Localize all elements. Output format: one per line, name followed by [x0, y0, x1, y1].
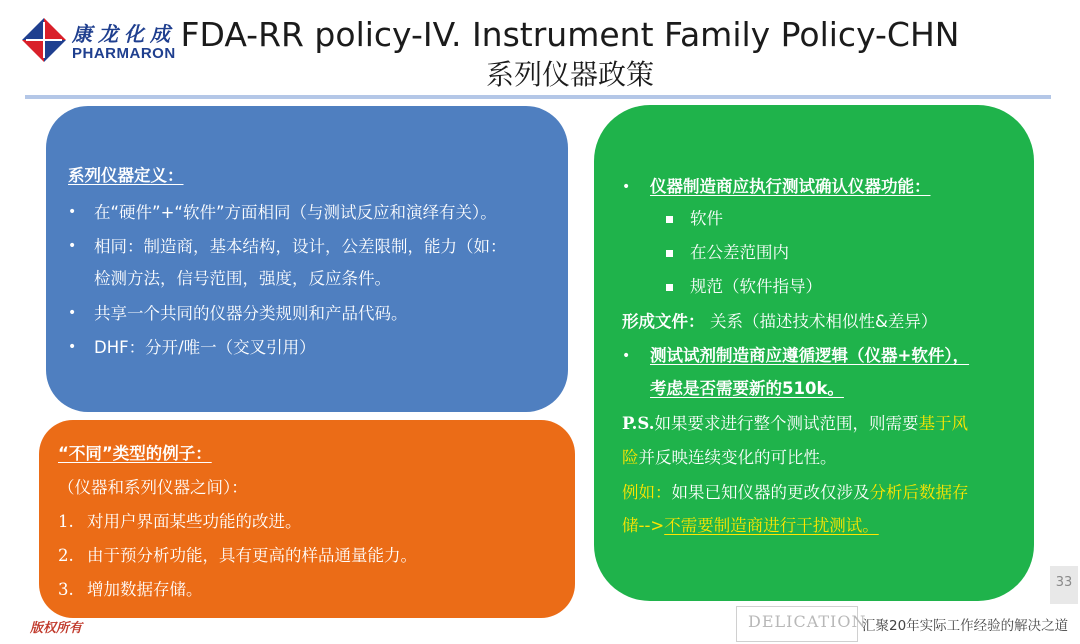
- slide-title: FDA-RR policy-IV. Instrument Family Policy-CHN: [180, 15, 960, 54]
- bullet-dot: •: [68, 305, 77, 321]
- definition-bullet-2: 相同：制造商，基本结构，设计，公差限制，能力（如：: [94, 237, 507, 256]
- documentation-text: 关系（描述技术相似性&差异）: [710, 312, 938, 331]
- bullet-dot: •: [68, 339, 77, 355]
- example-item-1: 对用户界面某些功能的改进。: [87, 512, 302, 531]
- logo-english-name: PHARMARON: [72, 45, 176, 62]
- square-bullet-icon: [666, 284, 673, 291]
- square-bullet-icon: [666, 250, 673, 257]
- definition-bullet-3: 共享一个共同的仪器分类规则和产品代码。: [94, 304, 408, 323]
- definition-panel: [46, 106, 568, 412]
- example-line-2: [622, 514, 879, 538]
- bullet-dot: •: [622, 179, 631, 195]
- company-logo: [22, 14, 176, 66]
- bullet-dot: •: [68, 204, 77, 220]
- example-number: 1.: [58, 512, 74, 531]
- logic-line-2: 考虑是否需要新的510k。: [650, 379, 844, 398]
- example-label: 例如：: [622, 483, 672, 502]
- ps-line-1: [622, 412, 968, 436]
- requirement-sub-2: 在公差范围内: [690, 243, 789, 262]
- examples-panel: [39, 420, 575, 618]
- logo-chinese-name: 康龙化成: [72, 22, 176, 46]
- definition-bullet-4: DHF：分开/唯一（交叉引用）: [94, 338, 316, 357]
- footer-logo-text: DELICATION: [748, 612, 867, 631]
- footer-slogan: 汇聚20年实际工作经验的解决之道: [862, 618, 1069, 634]
- ps-text-2: 并反映连续变化的可比性。: [638, 448, 837, 467]
- square-bullet-icon: [666, 216, 673, 223]
- pharmaron-logo-icon: [22, 18, 66, 62]
- examples-heading: “不同”类型的例子：: [58, 444, 212, 463]
- example-item-3: 增加数据存储。: [87, 580, 203, 599]
- documentation-label: 形成文件：: [622, 312, 705, 331]
- requirements-panel: [594, 105, 1034, 601]
- logic-line-1: 测试试剂制造商应遵循逻辑（仪器+软件），: [650, 346, 970, 365]
- example-line-1: [622, 481, 969, 505]
- definition-bullet-1: 在“硬件”+“软件”方面相同（与测试反应和演绎有关）。: [94, 203, 497, 222]
- example-number: 3.: [58, 580, 74, 599]
- example-line-2-text: 不需要制造商进行干扰测试。: [664, 516, 879, 535]
- requirement-sub-3: 规范（软件指导）: [690, 277, 822, 296]
- examples-subheading: （仪器和系列仪器之间）：: [58, 478, 248, 497]
- slide-subtitle: 系列仪器政策: [485, 58, 654, 91]
- example-line-2-highlight: 储-->: [622, 516, 665, 535]
- ps-text-1: 如果要求进行整个测试范围，则需要: [654, 414, 919, 433]
- page-number: 33: [1050, 566, 1078, 604]
- example-text-1: 如果已知仪器的更改仅涉及: [671, 483, 870, 502]
- definition-heading: 系列仪器定义：: [68, 166, 184, 185]
- example-highlight: 分析后数据存: [869, 483, 969, 502]
- ps-highlight-2: 险: [622, 448, 639, 467]
- bullet-dot: •: [68, 238, 77, 254]
- requirements-heading: 仪器制造商应执行测试确认仪器功能：: [650, 177, 931, 196]
- definition-bullet-2-cont: 检测方法，信号范围，强度，反应条件。: [94, 269, 391, 288]
- example-item-2: 由于预分析功能，具有更高的样品通量能力。: [87, 546, 417, 565]
- requirement-sub-1: 软件: [690, 209, 723, 228]
- title-divider: [25, 95, 1051, 99]
- ps-prefix: P.S.: [622, 414, 655, 433]
- bullet-dot: •: [622, 348, 631, 364]
- ps-highlight-1: 基于风: [918, 414, 968, 433]
- ps-line-2: [622, 446, 837, 470]
- copyright-notice: 版权所有: [30, 621, 83, 636]
- example-number: 2.: [58, 546, 74, 565]
